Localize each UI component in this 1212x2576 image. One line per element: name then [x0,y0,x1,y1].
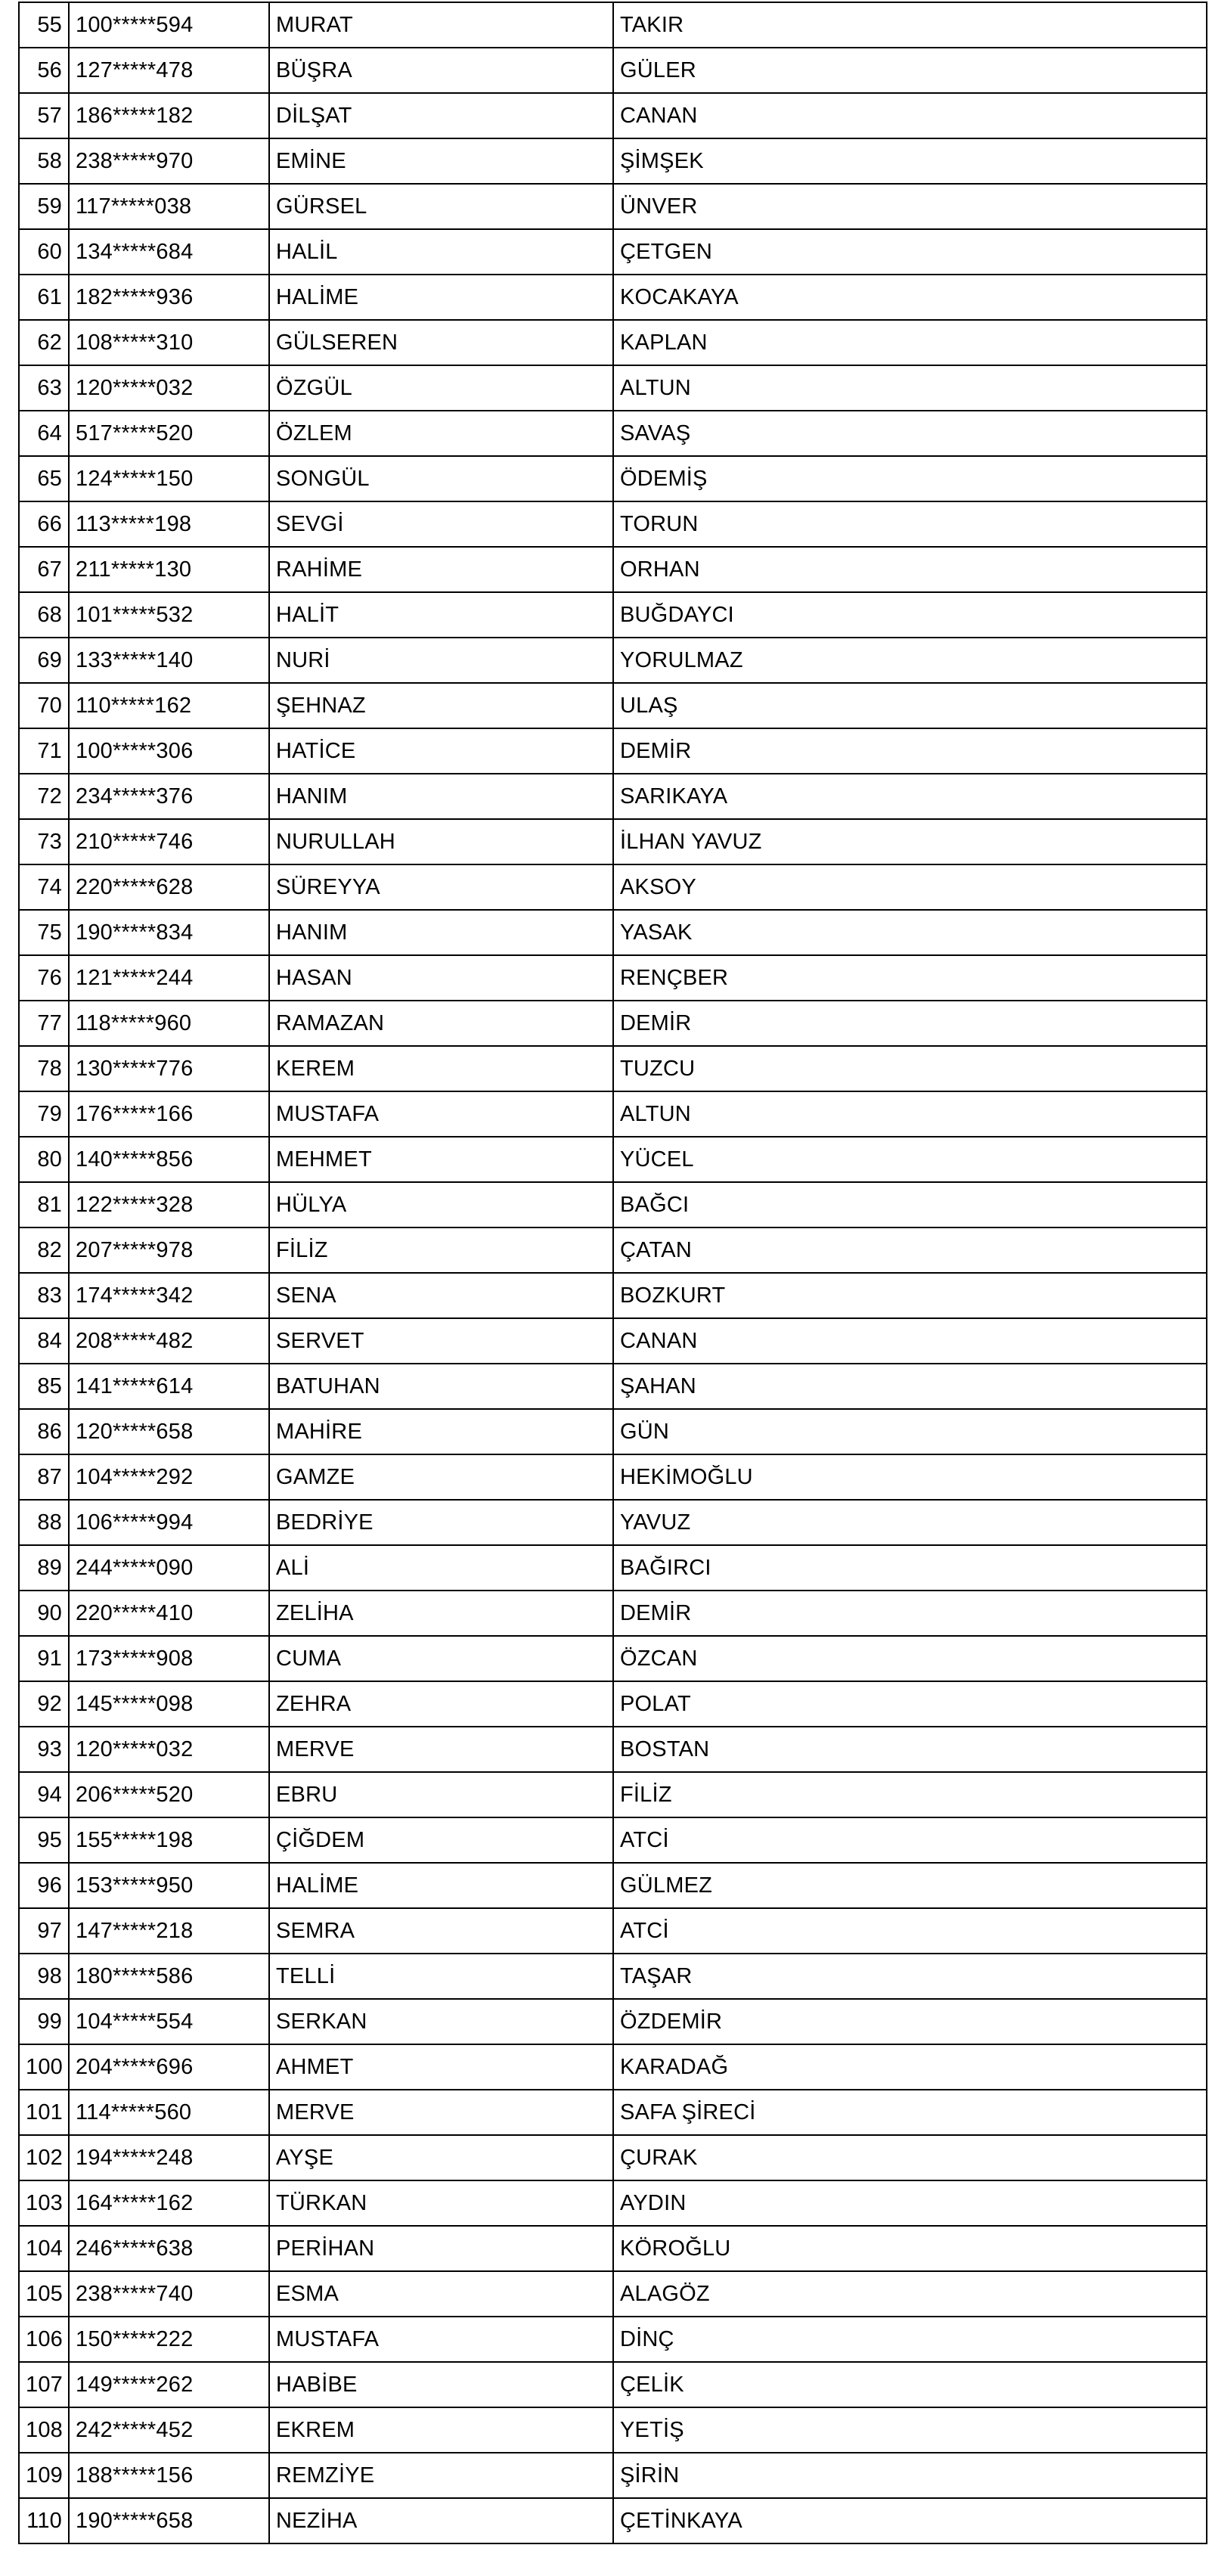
first-name-cell: AHMET [269,2044,613,2090]
table-row [19,1817,1207,1863]
table-row [19,1318,1207,1364]
first-name-cell: BÜŞRA [269,48,613,93]
table-row [19,2180,1207,2226]
row-index-cell: 59 [19,184,69,229]
last-name-cell: ŞAHAN [613,1364,1207,1409]
masked-id-cell: 113*****198 [69,501,269,547]
table-row [19,138,1207,184]
last-name-cell: DEMİR [613,1001,1207,1046]
table-row [19,1908,1207,1954]
table-row [19,411,1207,456]
row-index-cell: 73 [19,819,69,864]
last-name-cell: ÜNVER [613,184,1207,229]
table-row [19,819,1207,864]
first-name-cell: REMZİYE [269,2453,613,2498]
table-row [19,1409,1207,1454]
row-index-cell: 99 [19,1999,69,2044]
masked-id-cell: 130*****776 [69,1046,269,1091]
row-index-cell: 105 [19,2271,69,2317]
first-name-cell: MUSTAFA [269,1091,613,1137]
row-index-cell: 92 [19,1681,69,1727]
row-index-cell: 70 [19,683,69,728]
last-name-cell: POLAT [613,1681,1207,1727]
last-name-cell: GÜN [613,1409,1207,1454]
first-name-cell: SERVET [269,1318,613,1364]
masked-id-cell: 122*****328 [69,1182,269,1227]
last-name-cell: İLHAN YAVUZ [613,819,1207,864]
table-row [19,1454,1207,1500]
table-row [19,1681,1207,1727]
table-row [19,774,1207,819]
table-row [19,1182,1207,1227]
masked-id-cell: 133*****140 [69,638,269,683]
first-name-cell: NEZİHA [269,2498,613,2543]
last-name-cell: YORULMAZ [613,638,1207,683]
masked-id-cell: 238*****740 [69,2271,269,2317]
row-index-cell: 87 [19,1454,69,1500]
first-name-cell: NURULLAH [269,819,613,864]
table-row [19,683,1207,728]
first-name-cell: HALİT [269,592,613,638]
last-name-cell: TUZCU [613,1046,1207,1091]
first-name-cell: HÜLYA [269,1182,613,1227]
last-name-cell: HEKİMOĞLU [613,1454,1207,1500]
first-name-cell: RAHİME [269,547,613,592]
first-name-cell: MAHİRE [269,1409,613,1454]
masked-id-cell: 149*****262 [69,2362,269,2407]
table-row [19,93,1207,138]
first-name-cell: MURAT [269,2,613,48]
last-name-cell: AKSOY [613,864,1207,910]
first-name-cell: KEREM [269,1046,613,1091]
table-row [19,910,1207,955]
masked-id-cell: 517*****520 [69,411,269,456]
last-name-cell: TAKIR [613,2,1207,48]
last-name-cell: AYDIN [613,2180,1207,2226]
row-index-cell: 107 [19,2362,69,2407]
last-name-cell: RENÇBER [613,955,1207,1001]
masked-id-cell: 114*****560 [69,2090,269,2135]
table-row [19,864,1207,910]
first-name-cell: HANIM [269,774,613,819]
row-index-cell: 63 [19,365,69,411]
table-row [19,2,1207,48]
masked-id-cell: 164*****162 [69,2180,269,2226]
first-name-cell: ESMA [269,2271,613,2317]
last-name-cell: YÜCEL [613,1137,1207,1182]
masked-id-cell: 120*****032 [69,1727,269,1772]
masked-id-cell: 124*****150 [69,456,269,501]
masked-id-cell: 194*****248 [69,2135,269,2180]
row-index-cell: 81 [19,1182,69,1227]
table-row [19,2135,1207,2180]
row-index-cell: 72 [19,774,69,819]
masked-id-cell: 186*****182 [69,93,269,138]
masked-id-cell: 134*****684 [69,229,269,275]
first-name-cell: TÜRKAN [269,2180,613,2226]
row-index-cell: 77 [19,1001,69,1046]
last-name-cell: CANAN [613,93,1207,138]
row-index-cell: 110 [19,2498,69,2543]
table-body [19,2,1207,2543]
masked-id-cell: 207*****978 [69,1227,269,1273]
row-index-cell: 66 [19,501,69,547]
last-name-cell: ÖDEMİŞ [613,456,1207,501]
table-row [19,1636,1207,1681]
masked-id-cell: 244*****090 [69,1545,269,1591]
row-index-cell: 85 [19,1364,69,1409]
row-index-cell: 83 [19,1273,69,1318]
last-name-cell: ÖZDEMİR [613,1999,1207,2044]
first-name-cell: RAMAZAN [269,1001,613,1046]
first-name-cell: MEHMET [269,1137,613,1182]
record-table [18,2,1207,2544]
last-name-cell: DİNÇ [613,2317,1207,2362]
first-name-cell: FİLİZ [269,1227,613,1273]
last-name-cell: YAVUZ [613,1500,1207,1545]
masked-id-cell: 101*****532 [69,592,269,638]
row-index-cell: 71 [19,728,69,774]
last-name-cell: ULAŞ [613,683,1207,728]
masked-id-cell: 153*****950 [69,1863,269,1908]
masked-id-cell: 104*****554 [69,1999,269,2044]
table-row [19,1772,1207,1817]
masked-id-cell: 100*****594 [69,2,269,48]
masked-id-cell: 120*****032 [69,365,269,411]
first-name-cell: ÖZGÜL [269,365,613,411]
row-index-cell: 96 [19,1863,69,1908]
last-name-cell: ŞİRİN [613,2453,1207,2498]
first-name-cell: GÜRSEL [269,184,613,229]
row-index-cell: 103 [19,2180,69,2226]
row-index-cell: 98 [19,1954,69,1999]
table-row [19,2362,1207,2407]
first-name-cell: SÜREYYA [269,864,613,910]
row-index-cell: 89 [19,1545,69,1591]
row-index-cell: 82 [19,1227,69,1273]
table-row [19,1227,1207,1273]
table-row [19,2044,1207,2090]
first-name-cell: GÜLSEREN [269,320,613,365]
row-index-cell: 61 [19,275,69,320]
masked-id-cell: 188*****156 [69,2453,269,2498]
first-name-cell: HATİCE [269,728,613,774]
last-name-cell: ÇETİNKAYA [613,2498,1207,2543]
row-index-cell: 90 [19,1591,69,1636]
last-name-cell: TORUN [613,501,1207,547]
last-name-cell: ORHAN [613,547,1207,592]
masked-id-cell: 234*****376 [69,774,269,819]
masked-id-cell: 238*****970 [69,138,269,184]
masked-id-cell: 173*****908 [69,1636,269,1681]
table-row [19,1500,1207,1545]
first-name-cell: AYŞE [269,2135,613,2180]
row-index-cell: 68 [19,592,69,638]
row-index-cell: 88 [19,1500,69,1545]
table-row [19,1591,1207,1636]
last-name-cell: KOCAKAYA [613,275,1207,320]
row-index-cell: 55 [19,2,69,48]
masked-id-cell: 100*****306 [69,728,269,774]
masked-id-cell: 211*****130 [69,547,269,592]
masked-id-cell: 104*****292 [69,1454,269,1500]
table-row [19,2498,1207,2543]
masked-id-cell: 127*****478 [69,48,269,93]
row-index-cell: 80 [19,1137,69,1182]
table-row [19,728,1207,774]
last-name-cell: KAPLAN [613,320,1207,365]
row-index-cell: 60 [19,229,69,275]
row-index-cell: 57 [19,93,69,138]
table-row [19,501,1207,547]
first-name-cell: SEVGİ [269,501,613,547]
last-name-cell: KÖROĞLU [613,2226,1207,2271]
row-index-cell: 94 [19,1772,69,1817]
last-name-cell: ÇATAN [613,1227,1207,1273]
row-index-cell: 58 [19,138,69,184]
masked-id-cell: 220*****628 [69,864,269,910]
last-name-cell: ALTUN [613,365,1207,411]
first-name-cell: ZEHRA [269,1681,613,1727]
table-row [19,365,1207,411]
first-name-cell: ALİ [269,1545,613,1591]
table-row [19,1091,1207,1137]
table-row [19,2453,1207,2498]
row-index-cell: 69 [19,638,69,683]
last-name-cell: GÜLER [613,48,1207,93]
last-name-cell: ALTUN [613,1091,1207,1137]
masked-id-cell: 220*****410 [69,1591,269,1636]
masked-id-cell: 121*****244 [69,955,269,1001]
first-name-cell: ÖZLEM [269,411,613,456]
first-name-cell: DİLŞAT [269,93,613,138]
masked-id-cell: 208*****482 [69,1318,269,1364]
first-name-cell: BATUHAN [269,1364,613,1409]
masked-id-cell: 246*****638 [69,2226,269,2271]
last-name-cell: ÇURAK [613,2135,1207,2180]
row-index-cell: 64 [19,411,69,456]
first-name-cell: HANIM [269,910,613,955]
last-name-cell: SAVAŞ [613,411,1207,456]
table-row [19,2407,1207,2453]
row-index-cell: 109 [19,2453,69,2498]
last-name-cell: KARADAĞ [613,2044,1207,2090]
masked-id-cell: 108*****310 [69,320,269,365]
table-row [19,638,1207,683]
row-index-cell: 97 [19,1908,69,1954]
table-row [19,1727,1207,1772]
masked-id-cell: 120*****658 [69,1409,269,1454]
last-name-cell: BAĞIRCI [613,1545,1207,1591]
masked-id-cell: 242*****452 [69,2407,269,2453]
masked-id-cell: 141*****614 [69,1364,269,1409]
masked-id-cell: 204*****696 [69,2044,269,2090]
row-index-cell: 74 [19,864,69,910]
first-name-cell: ZELİHA [269,1591,613,1636]
masked-id-cell: 155*****198 [69,1817,269,1863]
masked-id-cell: 118*****960 [69,1001,269,1046]
row-index-cell: 101 [19,2090,69,2135]
first-name-cell: BEDRİYE [269,1500,613,1545]
table-row [19,456,1207,501]
last-name-cell: ALAGÖZ [613,2271,1207,2317]
row-index-cell: 95 [19,1817,69,1863]
table-row [19,48,1207,93]
last-name-cell: ÇETGEN [613,229,1207,275]
row-index-cell: 65 [19,456,69,501]
masked-id-cell: 176*****166 [69,1091,269,1137]
last-name-cell: BOSTAN [613,1727,1207,1772]
last-name-cell: BAĞCI [613,1182,1207,1227]
first-name-cell: SEMRA [269,1908,613,1954]
table-row [19,1863,1207,1908]
first-name-cell: CUMA [269,1636,613,1681]
table-row [19,1545,1207,1591]
first-name-cell: SERKAN [269,1999,613,2044]
row-index-cell: 86 [19,1409,69,1454]
table-row [19,184,1207,229]
masked-id-cell: 117*****038 [69,184,269,229]
last-name-cell: GÜLMEZ [613,1863,1207,1908]
first-name-cell: EBRU [269,1772,613,1817]
first-name-cell: MERVE [269,1727,613,1772]
first-name-cell: SONGÜL [269,456,613,501]
table-row [19,547,1207,592]
last-name-cell: YASAK [613,910,1207,955]
table-row [19,955,1207,1001]
masked-id-cell: 180*****586 [69,1954,269,1999]
document-page [0,2,1212,2576]
table-row [19,1046,1207,1091]
row-index-cell: 67 [19,547,69,592]
table-row [19,1273,1207,1318]
masked-id-cell: 174*****342 [69,1273,269,1318]
last-name-cell: SAFA ŞİRECİ [613,2090,1207,2135]
table-row [19,1137,1207,1182]
table-row [19,229,1207,275]
masked-id-cell: 210*****746 [69,819,269,864]
table-row [19,1954,1207,1999]
table-row [19,320,1207,365]
masked-id-cell: 140*****856 [69,1137,269,1182]
row-index-cell: 62 [19,320,69,365]
first-name-cell: EMİNE [269,138,613,184]
first-name-cell: HALİME [269,275,613,320]
first-name-cell: EKREM [269,2407,613,2453]
last-name-cell: ATCİ [613,1817,1207,1863]
masked-id-cell: 206*****520 [69,1772,269,1817]
row-index-cell: 91 [19,1636,69,1681]
last-name-cell: SARIKAYA [613,774,1207,819]
row-index-cell: 108 [19,2407,69,2453]
first-name-cell: SENA [269,1273,613,1318]
row-index-cell: 102 [19,2135,69,2180]
row-index-cell: 84 [19,1318,69,1364]
row-index-cell: 79 [19,1091,69,1137]
masked-id-cell: 190*****834 [69,910,269,955]
first-name-cell: GAMZE [269,1454,613,1500]
table-row [19,2317,1207,2362]
last-name-cell: DEMİR [613,728,1207,774]
row-index-cell: 75 [19,910,69,955]
row-index-cell: 56 [19,48,69,93]
last-name-cell: BUĞDAYCI [613,592,1207,638]
last-name-cell: ÖZCAN [613,1636,1207,1681]
last-name-cell: TAŞAR [613,1954,1207,1999]
last-name-cell: YETİŞ [613,2407,1207,2453]
first-name-cell: PERİHAN [269,2226,613,2271]
masked-id-cell: 106*****994 [69,1500,269,1545]
masked-id-cell: 110*****162 [69,683,269,728]
first-name-cell: HASAN [269,955,613,1001]
masked-id-cell: 182*****936 [69,275,269,320]
masked-id-cell: 150*****222 [69,2317,269,2362]
last-name-cell: BOZKURT [613,1273,1207,1318]
table-row [19,1001,1207,1046]
first-name-cell: ŞEHNAZ [269,683,613,728]
last-name-cell: DEMİR [613,1591,1207,1636]
masked-id-cell: 190*****658 [69,2498,269,2543]
masked-id-cell: 147*****218 [69,1908,269,1954]
first-name-cell: TELLİ [269,1954,613,1999]
table-row [19,592,1207,638]
last-name-cell: CANAN [613,1318,1207,1364]
row-index-cell: 76 [19,955,69,1001]
row-index-cell: 104 [19,2226,69,2271]
last-name-cell: ATCİ [613,1908,1207,1954]
table-row [19,1364,1207,1409]
row-index-cell: 100 [19,2044,69,2090]
first-name-cell: HABİBE [269,2362,613,2407]
last-name-cell: ÇELİK [613,2362,1207,2407]
table-row [19,2226,1207,2271]
masked-id-cell: 145*****098 [69,1681,269,1727]
first-name-cell: HALİME [269,1863,613,1908]
first-name-cell: MUSTAFA [269,2317,613,2362]
table-row [19,1999,1207,2044]
first-name-cell: HALİL [269,229,613,275]
last-name-cell: FİLİZ [613,1772,1207,1817]
table-row [19,275,1207,320]
first-name-cell: ÇİĞDEM [269,1817,613,1863]
first-name-cell: MERVE [269,2090,613,2135]
table-row [19,2271,1207,2317]
last-name-cell: ŞİMŞEK [613,138,1207,184]
row-index-cell: 93 [19,1727,69,1772]
row-index-cell: 106 [19,2317,69,2362]
row-index-cell: 78 [19,1046,69,1091]
first-name-cell: NURİ [269,638,613,683]
table-row [19,2090,1207,2135]
